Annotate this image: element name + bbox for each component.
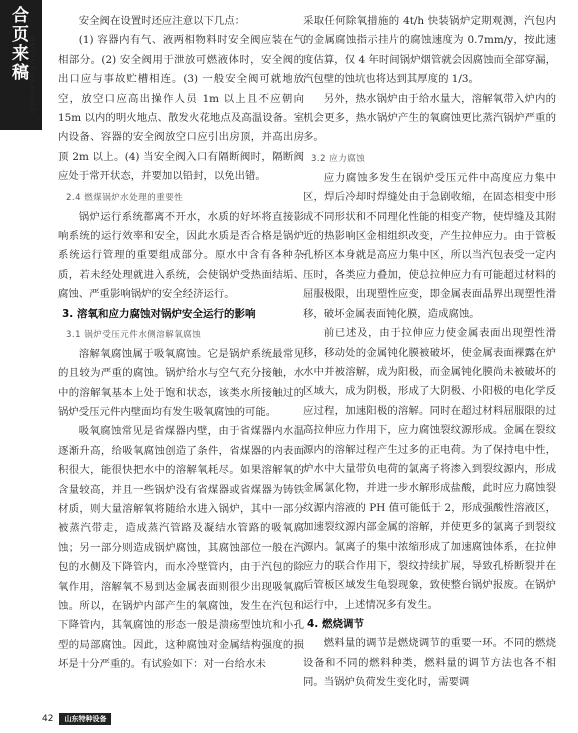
section-heading: 4. 燃烧调节 — [307, 618, 364, 631]
subsection-heading: 3.2 应力腐蚀 — [311, 153, 366, 164]
paragraph: 前已述及，由于拉伸应力使金属表面出现塑性滑移，移动处的金属钝化膜被破坏，使金属表面裸露在炉水中并被溶解，成为阳极，而金属钝化膜尚未被破坏的区域大，成为阴极，形成了大阴极、小阳极的电化学反应过程，加速阳极的溶解。同时在超过材料屈服限的过高拉伸应力作用下，应力腐蚀裂纹源形成。金属在裂纹源内的溶解过程产生过多的正电荷。为了保持电中性，炉水中大量带负电荷的氯离子将渗入到裂纹源内，形成金属氯化物，并进一步水解形成盐酸，此时应力腐蚀裂纹源内溶液的 PH 值可能低于 2，形成强酸性溶液区，加速裂纹源内部金属的溶解，并使更多的氯离子到裂纹源内。氯离子的集中浓缩形成了加速腐蚀体系，在拉伸应力的联合作用下，裂纹持续扩展，导致孔桥断裂并在后管板区域发生龟裂现象，致使整台锅炉报废。在锅炉运行中，上述情况多有发生。 — [303, 327, 556, 611]
paragraph: 吸氧腐蚀常见是省煤器内壁，由于省煤器内水温逐渐升高，给吸氧腐蚀创造了条件，省煤器的内表面积很大，能很快把水中的溶解氧耗尽。如果溶解氧的含量较高，并且一些锅炉没有省煤器或省煤器为铸铁材质，则大量溶解氧将随给水进入锅炉，其中一部分被蒸汽带走，造成蒸汽管路及凝结水管路的吸氧腐蚀；另一部分则造成锅炉腐蚀，其腐蚀部位一般在汽包的水侧及下降管内，而水冷壁管内，由于汽包的除氧作用，溶解氧不易到达金属表面则很少出现吸氧腐蚀。所以，在锅炉内部产生的氧腐蚀，发生在汽包和下降管内，其氧腐蚀的形态一般是溃疡型蚀坑和小孔型的局部腐蚀。因此，这种腐蚀对金属结构强度的损坏是十分严重的。有试验如下：对一台给水未 — [58, 425, 304, 671]
paragraph: 锅炉运行系统都离不开水，水质的好坏将直接影响系统的运行效率和安全，因此水质是否合格是锅炉系统运行管理的重要组成部分。原水中含有各种杂质，若未经处理就进入系统，会使锅炉受热面结垢、腐蚀、严重影响锅炉的安全经济运行。 — [58, 210, 304, 301]
right-column — [303, 12, 556, 692]
paragraph: 另外，热水锅炉由于给水量大，溶解氧带入炉内的机会更多，热水锅炉产生的氧腐蚀更比蒸汽锅炉严重的多。 — [303, 92, 556, 144]
paragraph: (1) 容器内有气、液两相物料时安全阀应装在气相部分。(2) 安全阀用于泄放可燃液体时，安全阀的出口应与事故贮槽相连。(3) 一般安全阀可就地放空，放空口应高出操作人员 1m 以上且不应朝向 15m 以内的明火地点、散发火花地点及高温设备。室内设备、容器的安全阀放空口应引出房顶，并高出房顶 2m 以上。(4) 当安全阀入口有隔断阀时，隔断阀应处于常开状态，并要加以铅封，以免出错。 — [58, 34, 304, 183]
paragraph: 溶解氧腐蚀属于吸氧腐蚀。它是锅炉系统最常见的且较为严重的腐蚀。锅炉给水与空气充分接触，水中的溶解氧基本上处于饱和状态，该类水所接触过的锅炉受压元件内壁面均有发生吸氧腐蚀的可能。 — [58, 347, 304, 418]
section-heading: 3. 溶氧和应力腐蚀对锅炉安全运行的影响 — [62, 307, 256, 320]
paragraph: 燃料量的调节是燃烧调节的重要一环。不同的燃烧设备和不同的燃料种类，燃料量的调节方法也各不相同。当锅炉负荷发生变化时，需要调 — [303, 637, 556, 688]
paragraph: 采取任何除氧措施的 4t/h 快装锅炉定期观测，汽包内的金属腐蚀指示挂片的腐蚀速度为 0.7mm/y，按此速度估算，仅 4 年时间锅炉烟管就会因腐蚀而全部穿漏，汽包壁的蚀坑也将达到其厚度的 1/3。 — [303, 15, 556, 86]
magazine-name: 山东特种设备 — [59, 713, 111, 725]
page-footer — [42, 712, 111, 726]
subsection-heading: 3.1 锅炉受压元件水侧溶解氧腐蚀 — [66, 329, 202, 340]
page-number: 42 — [42, 714, 54, 724]
paragraph: 安全阀在设置时还应注意以下几点： — [78, 15, 246, 27]
left-column — [58, 12, 304, 675]
subsection-heading: 2.4 燃煤锅炉水处理的重要性 — [66, 192, 184, 203]
section-tag-title: 合页来稿 — [8, 6, 28, 82]
paragraph: 应力腐蚀多发生在锅炉受压元件中高度应力集中区，焊后冷却时焊缝处由于急剧收缩，在固态相变中形成不同形状和不同理化性能的相变产物，使焊缝及其附近的热影响区金相组织改变，产生拉伸应力。由于管板孔桥区本身就是高应力集中区，所以当汽包表受一定内压时，各类应力叠加，使总拉伸应力有可能超过材料的屈服极限，出现塑性应变，即金属表面晶界出现塑性滑移，破坏金属表面钝化膜，造成腐蚀。 — [303, 171, 556, 320]
section-tag-pinyin: HUIYUANLAIGAO — [28, 36, 36, 115]
